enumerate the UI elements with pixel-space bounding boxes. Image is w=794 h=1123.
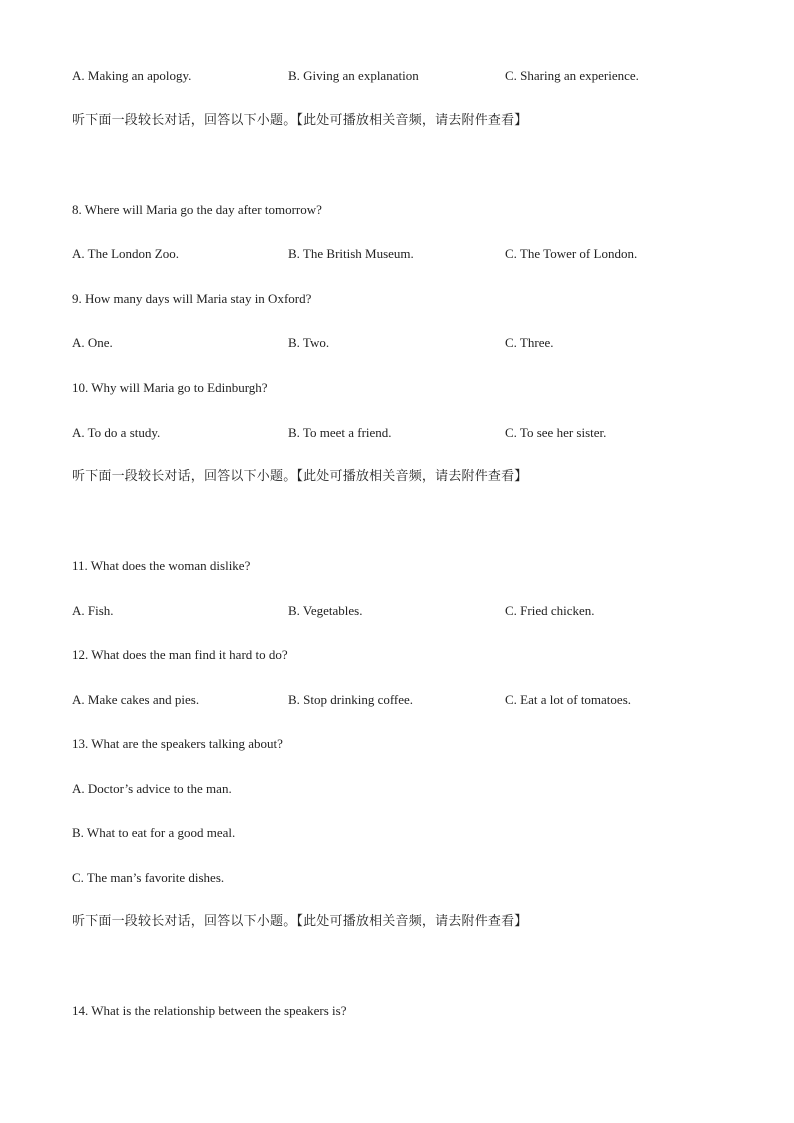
q12-option-a: A. Make cakes and pies. (72, 692, 200, 707)
q9-option-b: B. Two. (288, 335, 330, 350)
q13-option-a: A. Doctor’s advice to the man. (72, 781, 232, 796)
q12-options (72, 692, 722, 708)
q7-option-b: B. Giving an explanation (288, 68, 419, 83)
question-9: 9. How many days will Maria stay in Oxford? (72, 291, 312, 306)
q13-option-b: B. What to eat for a good meal. (72, 825, 236, 840)
q8-option-c: C. The Tower of London. (505, 246, 638, 261)
question-11: 11. What does the woman dislike? (72, 558, 251, 573)
q12-option-b: B. Stop drinking coffee. (288, 692, 414, 707)
listening-instruction-2: 听下面一段较长对话，回答以下小题。【此处可播放相关音频，请去附件查看】 (72, 469, 528, 484)
q8-option-a: A. The London Zoo. (72, 246, 179, 261)
q10-option-a: A. To do a study. (72, 425, 161, 440)
q11-option-b: B. Vegetables. (288, 603, 363, 618)
q10-option-b: B. To meet a friend. (288, 425, 392, 440)
question-8: 8. Where will Maria go the day after tomorrow? (72, 202, 322, 217)
q12-option-c: C. Eat a lot of tomatoes. (505, 692, 632, 707)
q11-option-a: A. Fish. (72, 603, 114, 618)
q7-option-a: A. Making an apology. (72, 68, 192, 83)
q9-option-a: A. One. (72, 335, 113, 350)
q8-options (72, 246, 722, 262)
q9-option-c: C. Three. (505, 335, 554, 350)
listening-instruction-1: 听下面一段较长对话，回答以下小题。【此处可播放相关音频，请去附件查看】 (72, 113, 528, 128)
q9-options (72, 335, 722, 351)
listening-instruction-3: 听下面一段较长对话，回答以下小题。【此处可播放相关音频，请去附件查看】 (72, 914, 528, 929)
q7-option-c: C. Sharing an experience. (505, 68, 639, 83)
question-13: 13. What are the speakers talking about? (72, 736, 283, 751)
q13-option-c: C. The man’s favorite dishes. (72, 870, 225, 885)
q11-options (72, 603, 722, 619)
q10-option-c: C. To see her sister. (505, 425, 607, 440)
question-12: 12. What does the man find it hard to do? (72, 647, 288, 662)
q10-options (72, 425, 722, 441)
q7-options (72, 68, 722, 84)
q11-option-c: C. Fried chicken. (505, 603, 595, 618)
question-10: 10. Why will Maria go to Edinburgh? (72, 380, 268, 395)
question-14: 14. What is the relationship between the speakers is? (72, 1003, 347, 1018)
q8-option-b: B. The British Museum. (288, 246, 414, 261)
